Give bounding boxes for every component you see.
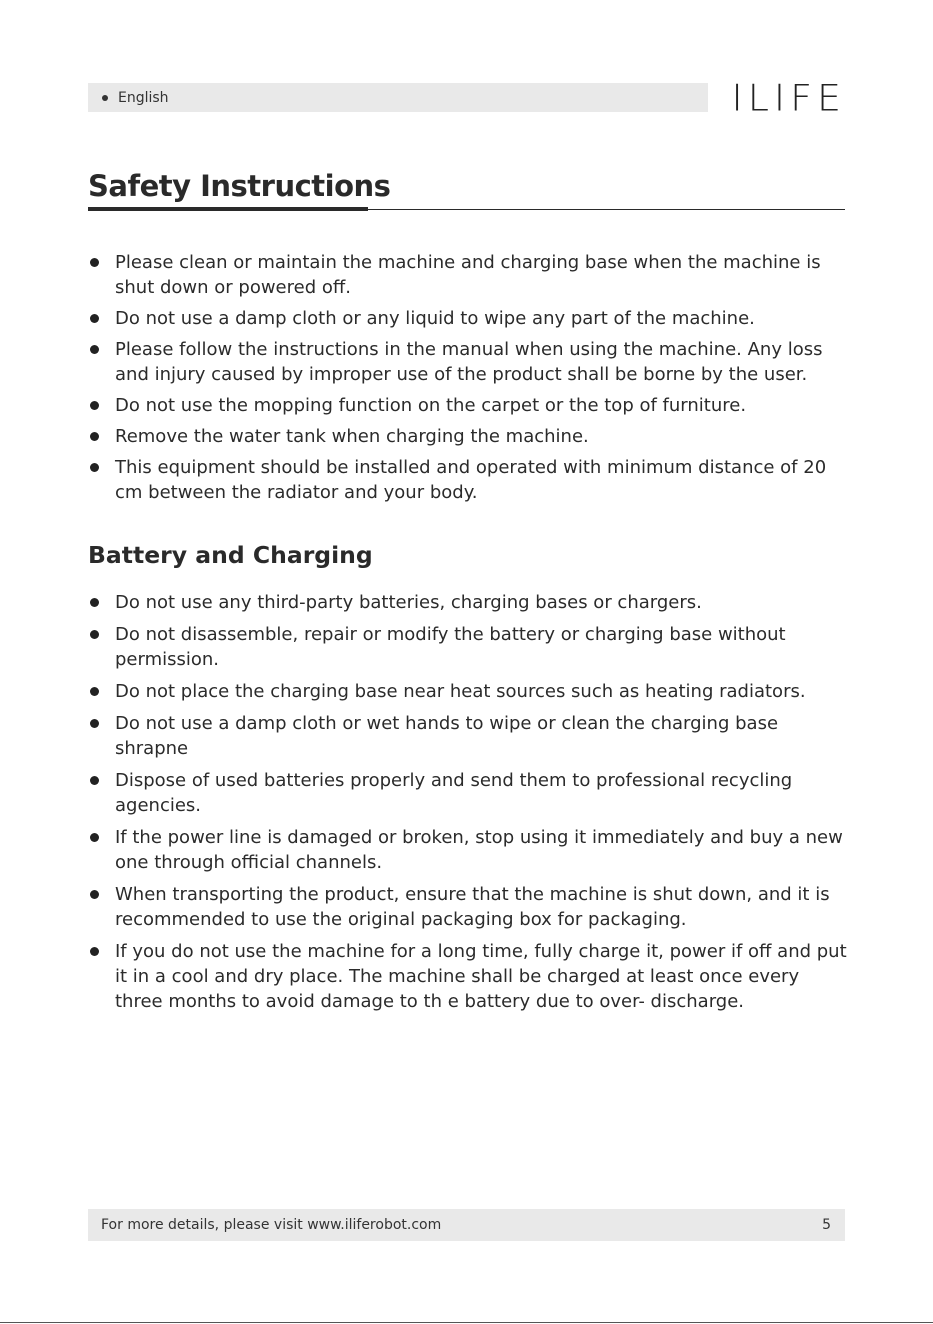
language-bar	[88, 83, 708, 112]
list-item-text: Do not use the mopping function on the carpet or the top of furniture.	[115, 395, 747, 416]
list-item	[88, 679, 848, 704]
list-item-text: Do not use any third-party batteries, charging bases or chargers.	[115, 592, 702, 613]
list-item-text: Do not disassemble, repair or modify the battery or charging base without permission.	[115, 624, 786, 670]
list-item	[88, 590, 848, 615]
list-item-text: Please clean or maintain the machine and charging base when the machine is shut down or powered off.	[115, 252, 821, 298]
list-item-text: Remove the water tank when charging the machine.	[115, 426, 589, 447]
bullet-icon	[90, 719, 99, 728]
list-item-text: Do not use a damp cloth or any liquid to wipe any part of the machine.	[115, 308, 755, 329]
bullet-icon	[90, 630, 99, 639]
list-item	[88, 768, 848, 818]
bullet-icon	[90, 890, 99, 899]
list-item-text: Please follow the instructions in the manual when using the machine. Any loss and injury caused by improper use of the product shall be borne by the user.	[115, 339, 823, 385]
list-item	[88, 622, 848, 672]
language-label: English	[118, 89, 169, 106]
bullet-icon	[90, 345, 99, 354]
list-item	[88, 337, 848, 387]
list-item	[88, 455, 848, 505]
list-item	[88, 393, 848, 418]
bullet-icon	[90, 776, 99, 785]
list-item	[88, 250, 848, 300]
bullet-icon	[90, 258, 99, 267]
list-item-text: If you do not use the machine for a long time, fully charge it, power if off and put it in a cool and dry place. The machine shall be charged at least once every three months to avoid damage to th e battery due to over- discharge.	[115, 941, 847, 1012]
bullet-icon	[90, 833, 99, 842]
list-item-text: If the power line is damaged or broken, stop using it immediately and buy a new one through official channels.	[115, 827, 843, 873]
page-footer	[88, 1209, 845, 1241]
section-title-safety: Safety Instructions	[88, 169, 391, 203]
list-item-text: Do not use a damp cloth or wet hands to wipe or clean the charging base shrapne	[115, 713, 779, 759]
list-item	[88, 939, 848, 1014]
bullet-icon	[90, 314, 99, 323]
list-item-text: Do not place the charging base near heat sources such as heating radiators.	[115, 681, 806, 702]
bullet-icon	[90, 432, 99, 441]
bullet-icon	[90, 463, 99, 472]
list-item	[88, 882, 848, 932]
list-item-text: Dispose of used batteries properly and send them to professional recycling agencies.	[115, 770, 793, 816]
list-item	[88, 825, 848, 875]
brand-logo: ILIFE	[731, 77, 846, 119]
list-item	[88, 711, 848, 761]
safety-list	[88, 250, 848, 511]
list-item	[88, 424, 848, 449]
bullet-icon	[90, 401, 99, 410]
bullet-icon	[90, 687, 99, 696]
section-title-battery: Battery and Charging	[88, 541, 373, 569]
page-number: 5	[822, 1217, 831, 1233]
list-item	[88, 306, 848, 331]
list-item-text: This equipment should be installed and operated with minimum distance of 20 cm between the radiator and your body.	[115, 457, 827, 503]
bullet-icon	[90, 947, 99, 956]
battery-list	[88, 590, 848, 1021]
title-underline	[88, 207, 368, 211]
bullet-icon	[102, 95, 108, 101]
footer-text: For more details, please visit www.iliferobot.com	[101, 1217, 442, 1233]
page-edge-line	[0, 1322, 933, 1323]
bullet-icon	[90, 598, 99, 607]
list-item-text: When transporting the product, ensure that the machine is shut down, and it is recommended to use the original packaging box for packaging.	[115, 884, 830, 930]
